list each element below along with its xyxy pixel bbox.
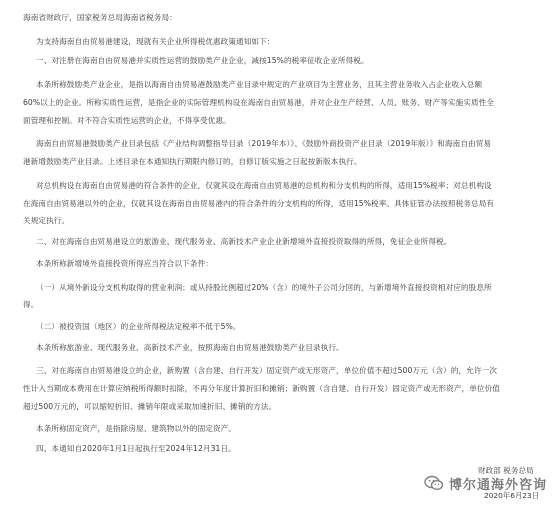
addressee-line: 海南省财政厅，国家税务总局海南省税务局： (23, 13, 177, 22)
date-line: 2020年6月23日 (484, 491, 540, 500)
intro-line: 为支持海南自由贸易港建设，现就有关企业所得税优惠政策通知如下： (36, 37, 275, 46)
paragraph-line: 港新增鼓励类产业目录。上述目录在本通知执行期限内修订的，自修订版实施之日起按新版本执行。 (23, 157, 362, 166)
clause-two-heading: 二、对在海南自由贸易港设立的旅游业、现代服务业、高新技术产业企业新增境外直接投资取得的所得，免征企业所得税。 (36, 237, 452, 246)
paragraph-line: 60%以上的企业。所称实质性运营，是指企业的实际管理机构设在海南自由贸易港，并对企业生产经营、人员、账务、财产等实施实质性全 (23, 98, 495, 107)
paragraph-line: 关规定执行。 (23, 216, 70, 225)
paragraph-line: 得。 (23, 300, 39, 309)
signature-line: 财政部 税务总局 (478, 466, 534, 475)
paragraph-line: （二）被投资国（地区）的企业所得税法定税率不低于5%。 (36, 322, 241, 331)
paragraph-line: 在海南自由贸易港以外的企业，仅就其设在海南自由贸易港内的符合条件的分支机构的所得，适用15%税率。具体征管办法按照税务总局有 (23, 199, 495, 208)
wechat-icon (424, 475, 444, 491)
paragraph-line: 超过500万元的，可以缩短折旧、摊销年限或采取加速折旧、摊销的方法。 (23, 402, 277, 411)
paragraph-line: 对总机构设在海南自由贸易港的符合条件的企业，仅就其设在海南自由贸易港的总机构和分支机构的所得，适用15%税率；对总机构设 (36, 181, 492, 190)
paragraph-line: （一）从境外新设分支机构取得的营业利润；或从持股比例超过20%（含）的境外子公司分回的，与新增境外直接投资相对应的股息所 (36, 283, 492, 292)
paragraph-line: 本条所称鼓励类产业企业，是指以海南自由贸易港鼓励类产业目录中规定的产业项目为主营业务，且其主营业务收入占企业收入总额 (36, 80, 483, 89)
paragraph-line: 海南自由贸易港鼓励类产业目录包括《产业结构调整指导目录（2019年本）》、《鼓励外商投资产业目录（2019年版）》和海南自由贸易 (36, 139, 492, 148)
clause-three-heading: 三、对在海南自由贸易港设立的企业，新购置（含自建、自行开发）固定资产或无形资产，单位价值不超过500万元（含）的，允许一次 (36, 366, 498, 375)
paragraph-line: 本条所称旅游业、现代服务业、高新技术产业，按照海南自由贸易港鼓励类产业目录执行。 (36, 343, 344, 352)
paragraph-line: 面管理和控制。对不符合实质性运营的企业，不得享受优惠。 (23, 116, 231, 125)
paragraph-line: 本条所称固定资产，是指除房屋、建筑物以外的固定资产。 (36, 424, 237, 433)
watermark-text: 博尔通海外咨询 (449, 477, 548, 493)
clause-one-heading: 一、对注册在海南自由贸易港并实质性运营的鼓励类产业企业，减按15%的税率征收企业所得税。 (36, 56, 369, 65)
paragraph-line: 性计入当期成本费用在计算应纳税所得额时扣除，不再分年度计算折旧和摊销；新购置（含自建、自行开发）固定资产或无形资产，单位价值 (23, 384, 501, 393)
paragraph-line: 本条所称新增境外直接投资所得应当符合以下条件： (36, 259, 213, 268)
clause-four-heading: 四、本通知自2020年1月1日起执行至2024年12月31日。 (36, 444, 236, 453)
